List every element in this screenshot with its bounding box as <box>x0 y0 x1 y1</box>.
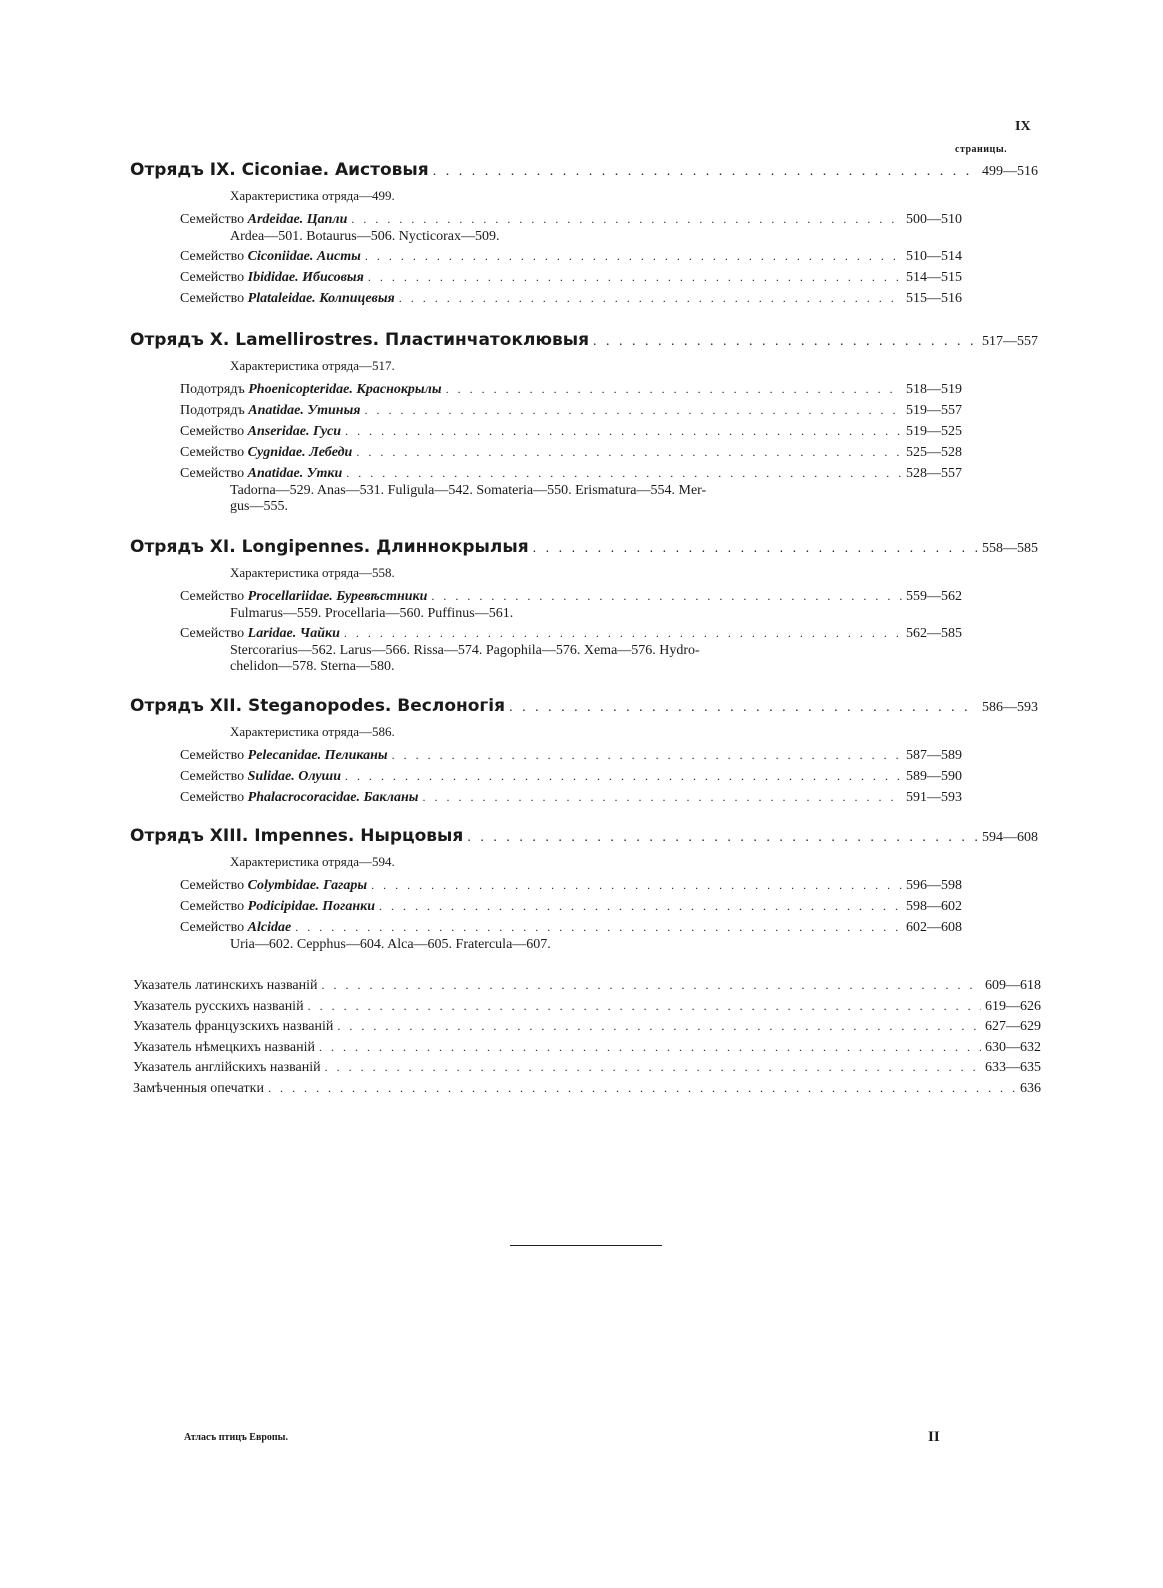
leader-dots <box>351 212 902 227</box>
family-pages: 559—562 <box>906 589 962 604</box>
family-russian-name: Гагары <box>323 878 368 893</box>
page-number: IX <box>1015 119 1031 134</box>
family-pages: 518—519 <box>906 382 962 397</box>
family-latin-name: Anatidae. <box>247 466 304 481</box>
family-latin-name: Ciconiidae. <box>247 249 314 264</box>
family-latin-name: Phalacrocoracidae. <box>247 790 361 805</box>
family-russian-name: Поганки <box>322 899 376 914</box>
genera-line: Uria—602. Cepphus—604. Alca—605. Fratercula—607. <box>230 937 551 952</box>
family-rank: Семейство <box>180 589 245 604</box>
leader-dots <box>399 291 902 306</box>
family-entry <box>180 445 962 461</box>
family-russian-name: Утки <box>306 466 343 481</box>
index-pages: 609—618 <box>985 978 1041 993</box>
footer-title: Атласъ птицъ Европы. <box>184 1432 288 1443</box>
family-russian-name: Буревѣстники <box>336 589 428 604</box>
family-russian-name: Аисты <box>316 249 361 264</box>
family-rank: Семейство <box>180 212 245 227</box>
family-entry <box>180 626 962 642</box>
leader-dots <box>533 541 978 557</box>
genera-line: chelidon—578. Sterna—580. <box>230 659 395 674</box>
family-latin-name: Podicipidae. <box>247 899 319 914</box>
index-entry <box>133 999 1041 1015</box>
index-entry <box>133 1081 1041 1097</box>
order-pages: 558—585 <box>982 541 1038 556</box>
family-rank: Семейство <box>180 769 245 784</box>
leader-dots <box>345 769 902 784</box>
index-label: Указатель латинскихъ названій <box>133 978 318 993</box>
genera-line: Fulmarus—559. Procellaria—560. Puffinus—561. <box>230 606 514 621</box>
family-label <box>180 212 347 228</box>
family-rank: Семейство <box>180 920 245 935</box>
index-entry <box>133 978 1041 994</box>
genera-line: Ardea—501. Botaurus—506. Nycticorax—509. <box>230 229 500 244</box>
family-entry <box>180 748 962 764</box>
leader-dots <box>344 626 902 641</box>
leader-dots <box>295 920 902 935</box>
leader-dots <box>379 899 902 914</box>
family-rank: Семейство <box>180 291 245 306</box>
order-characteristic: Характеристика отряда—517. <box>230 358 395 373</box>
family-label <box>180 899 375 915</box>
family-rank: Семейство <box>180 790 245 805</box>
family-entry <box>180 790 962 806</box>
genera-line: Stercorarius—562. Larus—566. Rissa—574. Pagophila—576. Xema—576. Hydro- <box>230 643 700 658</box>
family-entry <box>180 899 962 915</box>
family-russian-name: Утиныя <box>307 403 361 418</box>
order-title: Отрядъ X. Lamellirostres. Пластинчатоклювыя <box>130 330 590 350</box>
leader-dots <box>446 382 902 397</box>
pages-column-header: страницы. <box>955 144 1008 155</box>
index-pages: 619—626 <box>985 998 1041 1014</box>
index-pages: 630—632 <box>985 1039 1041 1055</box>
family-russian-name: Краснокрылы <box>356 382 442 397</box>
family-latin-name: Ardeidae. <box>247 212 304 227</box>
leader-dots <box>337 1019 981 1034</box>
family-pages: 514—515 <box>906 270 962 285</box>
family-russian-name: Пеликаны <box>324 748 388 763</box>
family-entry <box>180 466 962 482</box>
order-title: Отрядъ IX. Ciconiae. Аистовыя <box>130 160 429 180</box>
family-russian-name: Бакланы <box>363 790 419 805</box>
family-latin-name: Anseridae. <box>247 424 310 439</box>
leader-dots <box>356 445 902 460</box>
family-label <box>180 466 342 482</box>
family-rank: Семейство <box>180 899 245 914</box>
family-latin-name: Sulidae. <box>247 769 295 784</box>
leader-dots <box>433 164 978 180</box>
order-characteristic: Характеристика отряда—586. <box>230 724 395 739</box>
family-pages: 587—589 <box>906 748 962 763</box>
leader-dots <box>345 424 902 439</box>
family-label <box>180 424 341 440</box>
family-latin-name: Anatidae. <box>248 403 304 418</box>
family-label <box>180 403 361 419</box>
family-rank: Семейство <box>180 249 245 264</box>
family-pages: 528—557 <box>906 466 962 481</box>
family-russian-name: Гуси <box>312 424 342 439</box>
leader-dots <box>325 1060 981 1075</box>
leader-dots <box>467 830 978 846</box>
family-label <box>180 589 427 605</box>
family-pages: 598—602 <box>906 899 962 914</box>
leader-dots <box>268 1081 1016 1096</box>
order-characteristic: Характеристика отряда—594. <box>230 854 395 869</box>
family-latin-name: Phoenicopteridae. <box>248 382 353 397</box>
family-russian-name: Цапли <box>306 212 348 227</box>
family-rank: Семейство <box>180 445 245 460</box>
genera-line: Tadorna—529. Anas—531. Fuligula—542. Somateria—550. Erismatura—554. Mer- <box>230 483 707 498</box>
family-latin-name: Plataleidae. <box>247 291 316 306</box>
family-latin-name: Cygnidae. <box>247 445 306 460</box>
footer-signature-mark: II <box>928 1429 940 1445</box>
family-entry <box>180 212 962 228</box>
index-label: Замѣченныя опечатки <box>133 1080 264 1096</box>
family-label <box>180 878 367 894</box>
divider-rule <box>510 1245 662 1246</box>
index-entry <box>133 1019 1041 1035</box>
family-entry <box>180 769 962 785</box>
order-pages: 586—593 <box>982 700 1038 715</box>
leader-dots <box>346 466 902 481</box>
family-latin-name: Pelecanidae. <box>247 748 322 763</box>
family-pages: 591—593 <box>906 790 962 805</box>
family-pages: 596—598 <box>906 878 962 893</box>
leader-dots <box>593 334 978 350</box>
index-label: Указатель нѣмецкихъ названій <box>133 1039 315 1055</box>
leader-dots <box>308 999 981 1014</box>
leader-dots <box>365 403 903 418</box>
order-heading <box>130 537 1038 557</box>
family-entry <box>180 424 962 440</box>
index-label: Указатель французскихъ названій <box>133 1019 334 1034</box>
index-pages: 636 <box>1020 1080 1041 1096</box>
family-rank: Подотрядъ <box>180 403 245 418</box>
family-rank: Семейство <box>180 270 245 285</box>
leader-dots <box>319 1040 981 1055</box>
family-label <box>180 790 418 806</box>
family-pages: 602—608 <box>906 920 962 935</box>
index-pages: 633—635 <box>985 1060 1041 1075</box>
index-label: Указатель англійскихъ названій <box>133 1060 321 1075</box>
family-entry <box>180 270 962 286</box>
family-label <box>180 270 364 286</box>
family-russian-name: Олуши <box>298 769 341 784</box>
family-entry <box>180 403 962 419</box>
family-rank: Семейство <box>180 424 245 439</box>
order-pages: 517—557 <box>982 334 1038 349</box>
family-russian-name: Ибисовыя <box>302 270 364 285</box>
order-pages: 499—516 <box>982 164 1038 179</box>
family-russian-name: Лебеди <box>309 445 353 460</box>
family-entry <box>180 291 962 307</box>
leader-dots <box>365 249 902 264</box>
family-pages: 500—510 <box>906 212 962 227</box>
family-label <box>180 920 291 936</box>
order-heading <box>130 696 1038 716</box>
index-label: Указатель русскихъ названій <box>133 998 304 1014</box>
family-entry <box>180 920 962 936</box>
index-entry <box>133 1040 1041 1056</box>
family-rank: Подотрядъ <box>180 382 245 397</box>
order-heading <box>130 826 1038 846</box>
family-pages: 562—585 <box>906 626 962 641</box>
leader-dots <box>509 700 978 716</box>
order-heading <box>130 330 1038 350</box>
family-entry <box>180 589 962 605</box>
family-latin-name: Procellariidae. <box>247 589 333 604</box>
family-label <box>180 626 340 642</box>
family-label <box>180 291 395 307</box>
family-pages: 519—557 <box>906 403 962 418</box>
index-pages: 627—629 <box>985 1019 1041 1034</box>
family-rank: Семейство <box>180 878 245 893</box>
family-pages: 589—590 <box>906 769 962 784</box>
family-label <box>180 445 352 461</box>
family-latin-name: Alcidae <box>247 920 292 935</box>
family-latin-name: Ibididae. <box>247 270 299 285</box>
leader-dots <box>368 270 902 285</box>
family-pages: 519—525 <box>906 424 962 439</box>
family-entry <box>180 878 962 894</box>
family-rank: Семейство <box>180 626 245 641</box>
order-title: Отрядъ XI. Longipennes. Длиннокрылыя <box>130 537 529 557</box>
family-russian-name: Колпицевыя <box>319 291 395 306</box>
leader-dots <box>371 878 902 893</box>
family-pages: 510—514 <box>906 249 962 264</box>
family-pages: 515—516 <box>906 291 962 306</box>
family-russian-name: Чайки <box>299 626 340 641</box>
order-characteristic: Характеристика отряда—499. <box>230 188 395 203</box>
order-title: Отрядъ XIII. Impennes. Нырцовыя <box>130 826 464 846</box>
order-characteristic: Характеристика отряда—558. <box>230 565 395 580</box>
index-entry <box>133 1060 1041 1076</box>
family-latin-name: Colymbidae. <box>247 878 320 893</box>
family-label <box>180 769 341 785</box>
order-pages: 594—608 <box>982 830 1038 845</box>
genera-line: gus—555. <box>230 499 288 514</box>
leader-dots <box>392 748 902 763</box>
family-label <box>180 748 388 764</box>
family-latin-name: Laridae. <box>247 626 297 641</box>
family-rank: Семейство <box>180 748 245 763</box>
family-entry <box>180 249 962 265</box>
order-heading <box>130 160 1038 180</box>
leader-dots <box>422 790 902 805</box>
family-pages: 525—528 <box>906 445 962 460</box>
leader-dots <box>431 589 902 604</box>
family-label <box>180 382 442 398</box>
family-label <box>180 249 361 265</box>
family-rank: Семейство <box>180 466 245 481</box>
family-entry <box>180 382 962 398</box>
leader-dots <box>321 978 981 993</box>
order-title: Отрядъ XII. Steganopodes. Веслоногія <box>130 696 506 716</box>
